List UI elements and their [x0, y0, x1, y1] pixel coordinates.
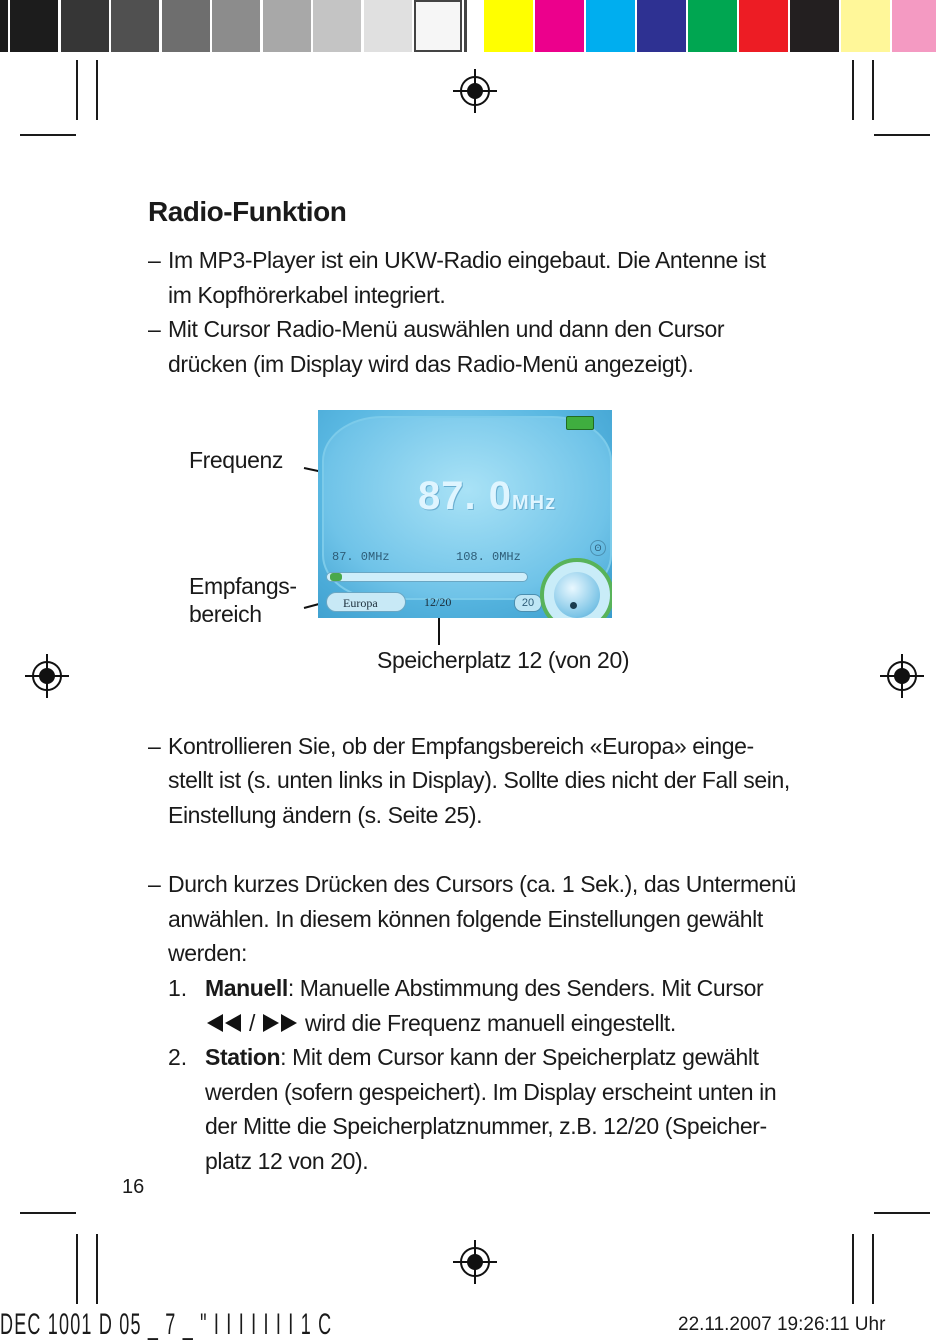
list-item-line: werden: [168, 940, 248, 966]
range-low: 87. 0MHz [332, 550, 390, 564]
submenu-number: 2. [168, 1044, 188, 1070]
submenu-number: 1. [168, 975, 188, 1001]
list-item-line: werden (sofern gespeichert). Im Display erscheint unten in [205, 1079, 777, 1105]
list-item-line: Im MP3-Player ist ein UKW-Radio eingebaut. Die Antenne ist [168, 247, 766, 273]
preset-total-badge: 20 [514, 594, 542, 612]
list-dash: – [148, 733, 161, 759]
list-item-line: anwählen. In diesem können folgende Einstellungen gewählt [168, 906, 763, 932]
callout-range-line2: bereich [189, 601, 262, 627]
list-item-line: stellt ist (s. unten links in Display). Sollte dies nicht der Fall sein, [168, 767, 790, 793]
page-title: Radio-Funktion [148, 196, 347, 227]
list-item-line: Mit Cursor Radio-Menü auswählen und dann den Cursor [168, 316, 725, 342]
bluetooth-icon: ʘ [590, 540, 606, 556]
slug-timestamp: 22.11.2007 19:26:11 Uhr [678, 1314, 886, 1335]
list-item-line: platz 12 von 20). [205, 1148, 369, 1174]
range-high: 108. 0MHz [456, 550, 521, 564]
list-dash: – [148, 871, 161, 897]
list-dash: – [148, 247, 161, 273]
preset-slot: 12/20 [424, 595, 452, 609]
list-item-line: Durch kurzes Drücken des Cursors (ca. 1 Sek.), das Untermenü [168, 871, 796, 897]
callout-slot: Speicherplatz 12 (von 20) [377, 647, 630, 673]
tuning-slider-knob [330, 573, 342, 581]
registration-mark-icon [453, 1240, 497, 1284]
list-item-line: im Kopfhörerkabel integriert. [168, 282, 446, 308]
battery-icon [566, 416, 594, 430]
list-item-line: drücken (im Display wird das Radio-Menü angezeigt). [168, 351, 694, 377]
list-item-line: Einstellung ändern (s. Seite 25). [168, 802, 483, 828]
dial-icon [540, 558, 612, 618]
submenu-item-manual: Manuell: Manuelle Abstimmung des Senders. Mit Cursor [205, 975, 764, 1001]
tuning-slider [326, 572, 528, 582]
list-item-line: Kontrollieren Sie, ob der Empfangsbereich «Europa» einge- [168, 733, 754, 759]
frequency-readout: 87. 0MHz [418, 474, 557, 518]
fast-forward-icon [261, 1013, 299, 1033]
list-item-line: der Mitte die Speicherplatznummer, z.B. 12/20 (Speicher- [205, 1113, 767, 1139]
callout-range-line1: Empfangs- [189, 573, 297, 599]
page-number: 16 [122, 1176, 145, 1198]
slug-file-id: DEC 1001 D 05 _ 7 _ " I I I I I I I 1 C [0, 1308, 333, 1341]
region-badge: Europa [326, 592, 406, 612]
list-dash: – [148, 316, 161, 342]
radio-display [318, 410, 612, 618]
callout-frequency: Frequenz [189, 447, 283, 473]
rewind-icon [205, 1013, 243, 1033]
submenu-item-manual-line2: / wird die Frequenz manuell eingestellt. [205, 1006, 676, 1041]
submenu-item-station: Station: Mit dem Cursor kann der Speicherplatz gewählt [205, 1044, 759, 1070]
